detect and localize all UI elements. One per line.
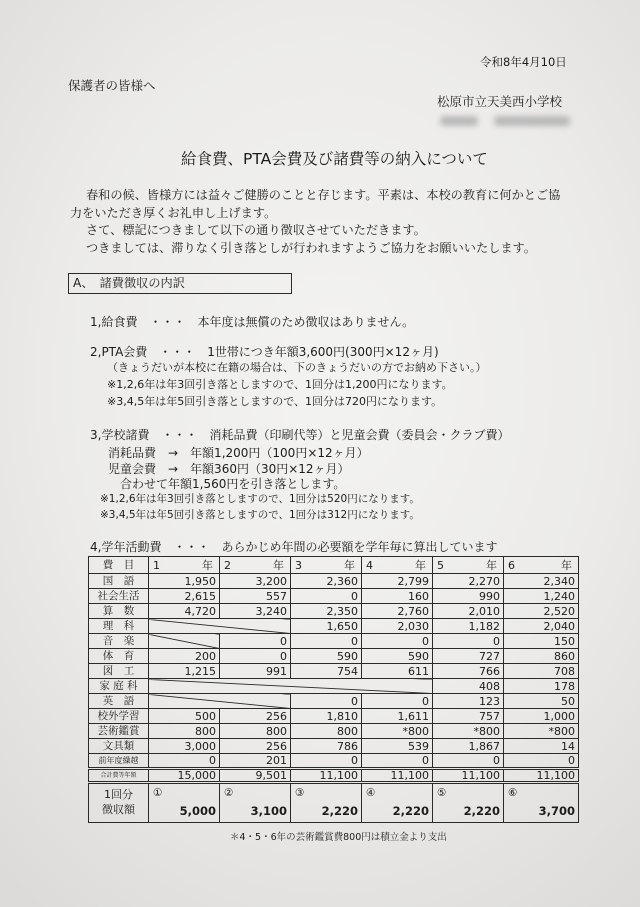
installment-amount: 3,100	[250, 803, 287, 818]
grade-column-header	[362, 557, 433, 574]
amount-cell: 0	[291, 754, 362, 769]
installment-number: ⑤	[437, 787, 447, 799]
amount-cell: 800	[291, 724, 362, 739]
table-row	[89, 574, 579, 589]
amount-cell: 0	[291, 589, 362, 604]
amount-cell: 160	[362, 589, 433, 604]
table-header-row	[89, 557, 579, 574]
installment-number: ④	[366, 787, 376, 799]
table-body	[89, 574, 579, 823]
amount-cell: 1,000	[504, 709, 579, 724]
amount-cell: 991	[220, 664, 291, 679]
installment-amount: 2,220	[463, 803, 500, 818]
grade-column-header	[504, 557, 579, 574]
amount-cell: 727	[433, 649, 504, 664]
item-school-lunch: 1,給食費 ・・・ 本年度は無償のため徴収はありません。	[90, 315, 415, 329]
total-amount-cell: 11,100	[291, 769, 362, 783]
amount-cell: 0	[149, 754, 220, 769]
amount-cell: 0	[433, 754, 504, 769]
fee-item-label: 音 楽	[89, 634, 149, 649]
not-applicable-cell	[149, 619, 291, 634]
fee-item-label: 社会生活	[89, 589, 149, 604]
amount-cell: 0	[504, 754, 579, 769]
table-row	[89, 679, 579, 694]
amount-cell: 539	[362, 739, 433, 754]
installment-cell	[504, 783, 579, 823]
recipient-line: 保護者の皆様へ	[68, 78, 156, 93]
school-fee-note: ※3,4,5年は年5回引き落としますので、1回分は312円になります。	[100, 509, 420, 521]
installment-cell	[362, 783, 433, 823]
amount-cell: 1,950	[149, 574, 220, 589]
amount-cell: *800	[433, 724, 504, 739]
fee-item-label: 芸術鑑賞	[89, 724, 149, 739]
amount-cell: 2,760	[362, 604, 433, 619]
amount-cell: 50	[504, 694, 579, 709]
amount-cell: 2,360	[291, 574, 362, 589]
amount-cell: 2,520	[504, 604, 579, 619]
amount-cell: 2,799	[362, 574, 433, 589]
amount-cell: 860	[504, 649, 579, 664]
school-name: 松原市立天美西小学校	[437, 94, 563, 109]
installment-amount: 5,000	[179, 803, 216, 818]
amount-cell: 1,650	[291, 619, 362, 634]
amount-cell: 0	[220, 634, 291, 649]
fee-item-label: 図 工	[89, 664, 149, 679]
redaction-blob	[440, 116, 478, 126]
amount-cell: 0	[433, 634, 504, 649]
amount-cell: 2,010	[433, 604, 504, 619]
item-pta-fee: 2,PTA会費 ・・・ 1世帯につき年額3,600円(300円×12ヶ月)	[90, 345, 439, 359]
amount-cell: 1,182	[433, 619, 504, 634]
total-amount-cell: 15,000	[149, 769, 220, 783]
installment-label	[89, 783, 149, 823]
amount-cell: 2,030	[362, 619, 433, 634]
grade-column-header	[149, 557, 220, 574]
greeting-line: つきましては、滞りなく引き落としが行われますようご協力をお願いいたします。	[86, 241, 536, 255]
table-row	[89, 739, 579, 754]
installment-row	[89, 783, 579, 823]
installment-cell	[220, 783, 291, 823]
amount-cell: 0	[362, 694, 433, 709]
amount-cell: 0	[362, 634, 433, 649]
school-fee-detail: 児童会費 → 年額360円（30円×12ヶ月）	[108, 462, 350, 476]
grade-number: 3	[295, 558, 302, 572]
amount-cell: 256	[220, 709, 291, 724]
pta-note: （きょうだいが本校に在籍の場合は、下のきょうだいの方でお納め下さい。）	[107, 361, 487, 374]
grade-unit: 年	[486, 558, 497, 572]
installment-amount: 2,220	[321, 803, 358, 818]
grade-unit: 年	[415, 558, 426, 572]
amount-cell: 2,350	[291, 604, 362, 619]
greeting-line: 力をいただき厚くお礼申し上げます。	[70, 206, 277, 220]
fee-item-label: 算 数	[89, 604, 149, 619]
amount-cell: 800	[220, 724, 291, 739]
amount-cell: 557	[220, 589, 291, 604]
grade-number: 4	[366, 558, 373, 572]
amount-cell: 0	[291, 694, 362, 709]
section-a-heading: A、 諸費徴収の内訳	[68, 273, 292, 294]
amount-cell: 14	[504, 739, 579, 754]
installment-cell	[433, 783, 504, 823]
installment-cell	[149, 783, 220, 823]
grade-number: 2	[224, 558, 231, 572]
pta-note: ※1,2,6年は年3回引き落としますので、1回分は1,200円になります。	[107, 378, 453, 391]
installment-cell	[291, 783, 362, 823]
amount-cell: 0	[362, 754, 433, 769]
fee-item-label: 国 語	[89, 574, 149, 589]
table-row	[89, 664, 579, 679]
document-title: 給食費、PTA会費及び諸費等の納入について	[181, 150, 488, 168]
amount-cell: 754	[291, 664, 362, 679]
total-amount-cell: 9,501	[220, 769, 291, 783]
fee-item-label: 文具類	[89, 739, 149, 754]
grade-activity-fee-table	[88, 556, 579, 823]
table-row	[89, 619, 579, 634]
fee-item-label: 体 育	[89, 649, 149, 664]
redaction-blob	[494, 116, 570, 126]
table-row	[89, 649, 579, 664]
amount-cell: 1,867	[433, 739, 504, 754]
amount-cell: 708	[504, 664, 579, 679]
greeting-line: 春和の候、皆様方には益々ご健勝のことと存じます。平素は、本校の教育に何かとご協	[86, 188, 561, 202]
table-row	[89, 709, 579, 724]
amount-cell: 4,720	[149, 604, 220, 619]
table-row	[89, 694, 579, 709]
amount-cell: 611	[362, 664, 433, 679]
greeting-line: さて、標記につきまして以下の通り徴収させていただきます。	[86, 223, 426, 237]
not-applicable-cell	[149, 694, 291, 709]
amount-cell: 178	[504, 679, 579, 694]
amount-cell: 3,200	[220, 574, 291, 589]
grade-column-header	[433, 557, 504, 574]
fee-item-label: 英 語	[89, 694, 149, 709]
school-fee-detail: 合わせて年額1,560円を引き落とします。	[120, 477, 346, 491]
amount-cell: 256	[220, 739, 291, 754]
grade-unit: 年	[561, 558, 572, 572]
pta-note: ※3,4,5年は年5回引き落としますので、1回分は720円になります。	[107, 395, 443, 408]
amount-cell: 1,810	[291, 709, 362, 724]
amount-cell: 757	[433, 709, 504, 724]
amount-cell: *800	[504, 724, 579, 739]
amount-cell: 1,215	[149, 664, 220, 679]
installment-number: ⑥	[508, 787, 518, 799]
issue-date: 令和8年4月10日	[480, 55, 567, 69]
total-row	[89, 769, 579, 783]
grade-unit: 年	[202, 558, 213, 572]
amount-cell: 3,240	[220, 604, 291, 619]
fee-item-label: 理 科	[89, 619, 149, 634]
installment-label-line: 1回分	[104, 788, 133, 802]
amount-cell: 1,611	[362, 709, 433, 724]
fee-item-label: 家 庭 科	[89, 679, 149, 694]
amount-cell: 201	[220, 754, 291, 769]
amount-cell: 200	[149, 649, 220, 664]
amount-cell: 408	[433, 679, 504, 694]
table-row	[89, 589, 579, 604]
grade-column-header	[220, 557, 291, 574]
amount-cell: 0	[291, 634, 362, 649]
installment-number: ②	[224, 787, 234, 799]
item-column-header: 費 目	[89, 557, 149, 574]
fee-item-label: 前年度繰越	[89, 754, 149, 769]
amount-cell: *800	[362, 724, 433, 739]
installment-label-line: 徴収額	[102, 803, 135, 816]
amount-cell: 800	[149, 724, 220, 739]
table-row	[89, 754, 579, 769]
total-amount-cell: 11,100	[433, 769, 504, 783]
amount-cell: 1,240	[504, 589, 579, 604]
school-fee-note: ※1,2,6年は年3回引き落としますので、1回分は520円になります。	[100, 493, 420, 505]
item-grade-activity-fee: 4,学年活動費 ・・・ あらかじめ年間の必要額を学年毎に算出しています	[90, 540, 498, 554]
installment-number: ①	[153, 787, 163, 799]
amount-cell: 2,040	[504, 619, 579, 634]
amount-cell: 150	[504, 634, 579, 649]
grade-number: 6	[508, 558, 515, 572]
grade-number: 1	[153, 558, 160, 572]
amount-cell: 766	[433, 664, 504, 679]
amount-cell: 500	[149, 709, 220, 724]
installment-amount: 3,700	[538, 803, 575, 818]
amount-cell: 123	[433, 694, 504, 709]
installment-number: ③	[295, 787, 305, 799]
table-row	[89, 634, 579, 649]
item-school-fees: 3,学校諸費 ・・・ 消耗品費（印刷代等）と児童会費（委員会・クラブ費）	[90, 428, 510, 442]
amount-cell: 2,270	[433, 574, 504, 589]
redacted-name-blur	[436, 113, 574, 129]
installment-amount: 2,220	[392, 803, 429, 818]
total-amount-cell: 11,100	[504, 769, 579, 783]
table-row	[89, 604, 579, 619]
total-label: 合計費等年額	[89, 769, 149, 783]
amount-cell: 2,340	[504, 574, 579, 589]
school-fee-detail: 消耗品費 → 年額1,200円（100円×12ヶ月）	[108, 446, 369, 460]
table-row	[89, 724, 579, 739]
not-applicable-cell	[149, 679, 433, 694]
grade-unit: 年	[273, 558, 284, 572]
amount-cell: 990	[433, 589, 504, 604]
table-footnote: ＊4・5・6年の芸術鑑賞費800円は積立金より支出	[230, 832, 447, 843]
grade-number: 5	[437, 558, 444, 572]
grade-column-header	[291, 557, 362, 574]
amount-cell: 0	[220, 649, 291, 664]
amount-cell: 590	[291, 649, 362, 664]
total-amount-cell: 11,100	[362, 769, 433, 783]
not-applicable-cell	[149, 634, 220, 649]
amount-cell: 2,615	[149, 589, 220, 604]
grade-unit: 年	[344, 558, 355, 572]
fee-item-label: 校外学習	[89, 709, 149, 724]
amount-cell: 786	[291, 739, 362, 754]
amount-cell: 590	[362, 649, 433, 664]
amount-cell: 3,000	[149, 739, 220, 754]
